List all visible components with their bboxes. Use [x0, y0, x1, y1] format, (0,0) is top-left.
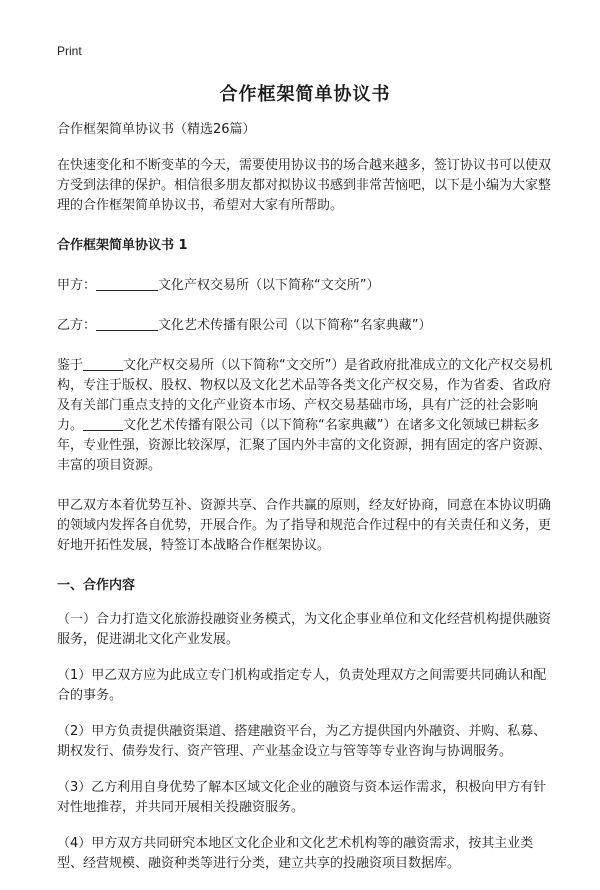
list-item: （2）甲方负责提供融资渠道、搭建融资平台，为乙方提供国内外融资、并购、私募、期权发行、债券发行、资产管理、产业基金设立与管等等专业咨询与协调服务。	[57, 724, 547, 759]
document-subtitle: 合作框架简单协议书（精选26篇）	[57, 122, 256, 137]
document-body	[57, 80, 553, 890]
section-heading: 合作框架简单协议书 1	[57, 238, 188, 253]
list-item: （3）乙方利用自身优势了解本区域文化企业的融资与资本运作需求，积极向甲方有针对性地推荐，并共同开展相关投融资服务。	[57, 780, 547, 815]
print-link[interactable]: Print	[57, 44, 82, 58]
whereas-blank-2	[83, 416, 123, 431]
whereas-paragraph	[57, 356, 553, 476]
party-b-blank	[96, 316, 158, 331]
list-item: （4）甲方双方共同研究本地区文化企业和文化艺术机构等的融资需求，按其主业类型、经营规模、融资种类等进行分类，建立共享的投融资项目数据库。	[57, 836, 534, 871]
whereas-prefix: 鉴于	[57, 358, 84, 373]
principle-paragraph: 甲乙双方本着优势互补、资源共享、合作共赢的原则，经友好协商，同意在本协议明确的领域内发挥各自优势，开展合作。为了指导和规范合作过程中的有关责任和义务，更好地开拓性发展，特签订本战略合作框架协议。	[57, 498, 552, 553]
section-one-heading: 一、合作内容	[57, 578, 136, 593]
party-a-blank	[96, 276, 158, 291]
list-item: （一）合力打造文化旅游投融资业务模式，为文化企事业单位和文化经营机构提供融资服务，促进湖北文化产业发展。	[57, 612, 552, 647]
document-title: 合作框架简单协议书	[219, 84, 391, 105]
whereas-part-2: 文化艺术传播有限公司（以下简称“名家典藏”）在诸多文化领域已耕耘多年，专业性强，资源比较深厚，汇聚了国内外丰富的文化资源，拥有固定的客户资源、丰富的项目资源。	[57, 418, 552, 473]
party-a-label: 甲方：	[57, 278, 97, 293]
list-item: （1）甲乙双方应为此成立专门机构或指定专人，负责处理双方之间需要共同确认和配合的事务。	[57, 668, 547, 703]
party-a-line	[57, 276, 553, 296]
party-b-line	[57, 316, 553, 336]
whereas-blank-1	[83, 356, 123, 371]
party-b-label: 乙方：	[57, 318, 97, 333]
whereas-part-1: 文化产权交易所（以下简称“文交所”）是省政府批准成立的文化产权交易机构，专注于版权、股权、物权以及文化艺术品等各类文化产权交易，作为省委、省政府及有关部门重点支持的文化产业资本市场、产权交易基础市场，具有广泛的社会影响力。	[57, 358, 553, 433]
party-a-text: 文化产权交易所（以下简称“文交所”）	[158, 278, 380, 293]
intro-paragraph: 在快速变化和不断变革的今天，需要使用协议书的场合越来越多，签订协议书可以使双方受到法律的保护。相信很多朋友都对拟协议书感到非常苦恼吧，以下是小编为大家整理的合作框架简单协议书，希望对大家有所帮助。	[57, 158, 552, 213]
party-b-text: 文化艺术传播有限公司（以下简称“名家典藏”）	[158, 318, 432, 333]
